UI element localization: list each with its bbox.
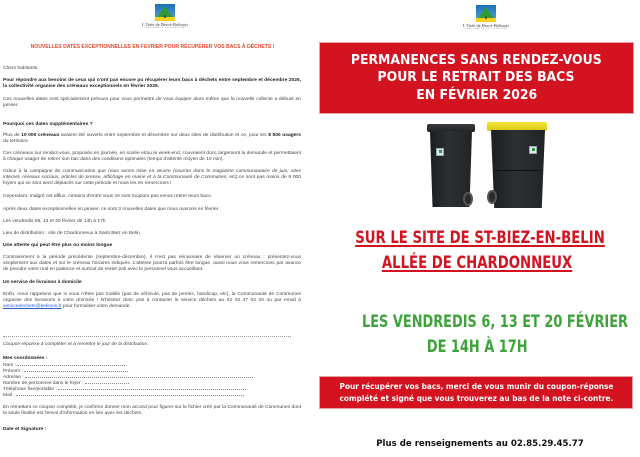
location-line-2: ALLÉE DE CHARDONNEUX — [382, 253, 573, 273]
consent-paragraph: En remettant ce coupon complété, je confirme donner mon accord pour figurer sur le fichier créé par la Communauté de Communes dont la seule finalité est l'envoi d'information en lien avec les déchets. — [3, 405, 301, 417]
intro-bold-paragraph: Pour répondre aux besoins de ceux qui n'ont pas encore pu récupérer leurs bacs à déchets entre septembre et décembre 2025, la collectivité organise des créneaux exceptionnels en février 2026. — [3, 78, 301, 90]
coupon-line-1: Pour récupérer vos bacs, merci de vous munir du coupon-réponse — [339, 381, 613, 391]
intro-paragraph: Ces nouvelles dates sont spécialement prévues pour vous permettre de vous équiper alors même que la nouvelle collecte a débuté en janvier. — [3, 97, 301, 109]
logo-subtitle: COMMUNAUTÉ DE COMMUNES — [464, 28, 508, 30]
left-logo — [142, 4, 188, 29]
paragraph-dates: Les vendredis 06, 13 et 20 février de 14h à 17h — [3, 219, 106, 224]
paragraph-however: Cependant, malgré cet afflux, certains d'entre vous ne sont toujours pas venus retirer leurs bacs. — [3, 194, 213, 199]
dates-line-2: DE 14H À 17H — [427, 337, 528, 357]
form-field-prenom[interactable]: Prénom : — [3, 368, 128, 375]
title-line-3: EN FÉVRIER 2026 — [416, 86, 537, 103]
info-phone-line: Plus de renseignements au 02.85.29.45.77 — [376, 439, 584, 449]
form-field-household-size[interactable]: Nombre de personnes dans le foyer : — [3, 380, 129, 387]
right-logo — [463, 5, 509, 30]
form-field-nom[interactable]: Nom : — [3, 362, 125, 369]
title-line-1: PERMANENCES SANS RENDEZ-VOUS — [351, 51, 602, 68]
paragraph-waiting: Contrairement à la période précédente (septembre-décembre), il n'est pas nécessaire de réserver un créneau : présentez-vous simplement aux dates et sur le créneau horaires indiqués. L'attente pourra parfois être longue, aussi nous vous remercions par avance de prendre votre mal en patience et surtout de rester poli avec le personnel vous accueillant. — [3, 255, 301, 273]
logo-subtitle: COMMUNAUTÉ DE COMMUNES — [143, 27, 187, 29]
section-title-why: Pourquoi ces dates supplémentaires ? — [3, 122, 93, 127]
logo-name: L'Orée de Bercé-Belinois — [142, 22, 189, 27]
yellow-lid-bin-icon — [487, 122, 549, 210]
dates-line-1: LES VENDREDIS 6, 13 ET 20 FÉVRIER — [362, 312, 629, 332]
greeting: Chers habitants, — [3, 66, 39, 71]
paragraph-communication: Grâce à la campagne de communication que nous avons mise en œuvre (courrier dans le magazine communautaire de juin, sites internet, réseaux sociaux, articles de presse, affichage en mairie et à la Communauté de Communes, etc),ce sont pas moins de 8 000 foyers qui se sont ainsi déplacés sur cette période et nous les en remercions ! — [3, 169, 302, 187]
paragraph-location: Lieu de distribution : site de Chardonneux à Saint Biez en Belin. — [3, 231, 142, 236]
paragraph-new-dates: Après deux dates exceptionnelles en janvier, ce sont 3 nouvelles dates que nous ouvrons en février — [3, 207, 219, 212]
location-heading — [320, 226, 635, 276]
form-field-phone[interactable]: Téléphone fixe/portable : — [3, 386, 246, 393]
paragraph-delivery: Enfin, nous rappelons que si vous n'êtes pas mobile (pas de véhicule, pas de permis, handicap, etc), la Communauté de Communes organise des livraisons à votre domicile ! N'hésitez donc pas à contacter le service déchets au 02 43 47 02 20 ou par email à servicedechets@belinois.fr pour formaliser votre demande. — [3, 292, 301, 310]
coupon-reminder-banner — [319, 376, 633, 409]
form-title: Mes coordonnées : — [3, 356, 48, 361]
dates-heading — [320, 310, 635, 360]
section-title-delivery: Un service de livraison à domicile — [3, 280, 82, 285]
tree-logo-icon — [155, 4, 175, 21]
letter-headline: NOUVELLES DATES EXCEPTIONNELLES EN FEVRIER POUR RÉCUPÉRER VOS BACS À DÉCHETS ! — [30, 44, 275, 50]
location-line-1: SUR LE SITE DE ST-BIEZ-EN-BELIN — [355, 228, 605, 248]
black-bin-icon — [427, 124, 475, 210]
email-link[interactable]: servicedechets@belinois.fr — [3, 304, 62, 310]
signature-label: Date et Signature : — [3, 427, 47, 432]
logo-name: L'Orée de Bercé-Belinois — [463, 23, 510, 28]
form-field-adresse[interactable]: Adresse : — [3, 374, 253, 381]
form-field-mail[interactable]: Mail : — [3, 392, 244, 399]
poster-title-banner — [319, 42, 634, 114]
left-page-letter — [0, 0, 305, 457]
paragraph-appointments: Ces créneaux sur rendez-vous, proposés en journée, en soirée et/ou le week-end, couvraient donc largement la demande et permettaient à chaque usager de retirer son bac dans des conditions optimales (temps d'attente moyen de 10 min). — [3, 151, 301, 163]
title-line-2: POUR LE RETRAIT DES BACS — [378, 69, 575, 86]
coupon-line-2: complété et signé que vous trouverez au bas de la note ci-contre. — [339, 392, 613, 403]
tree-logo-icon — [476, 5, 496, 22]
trash-bins-illustration — [425, 118, 555, 213]
coupon-instruction: Coupon-réponse à compléter et à remettre le jour de la distribution. — [3, 342, 149, 347]
section-title-waiting: Une attente qui peut être plus ou moins longue — [3, 243, 113, 248]
paragraph-slots-count: Plus de 10 000 créneaux avaient été ouverts entre septembre et décembre sur deux sites de distribution et ce, pour les 8 500 usagers du territoire. — [3, 133, 301, 145]
cut-line-divider — [3, 336, 291, 337]
